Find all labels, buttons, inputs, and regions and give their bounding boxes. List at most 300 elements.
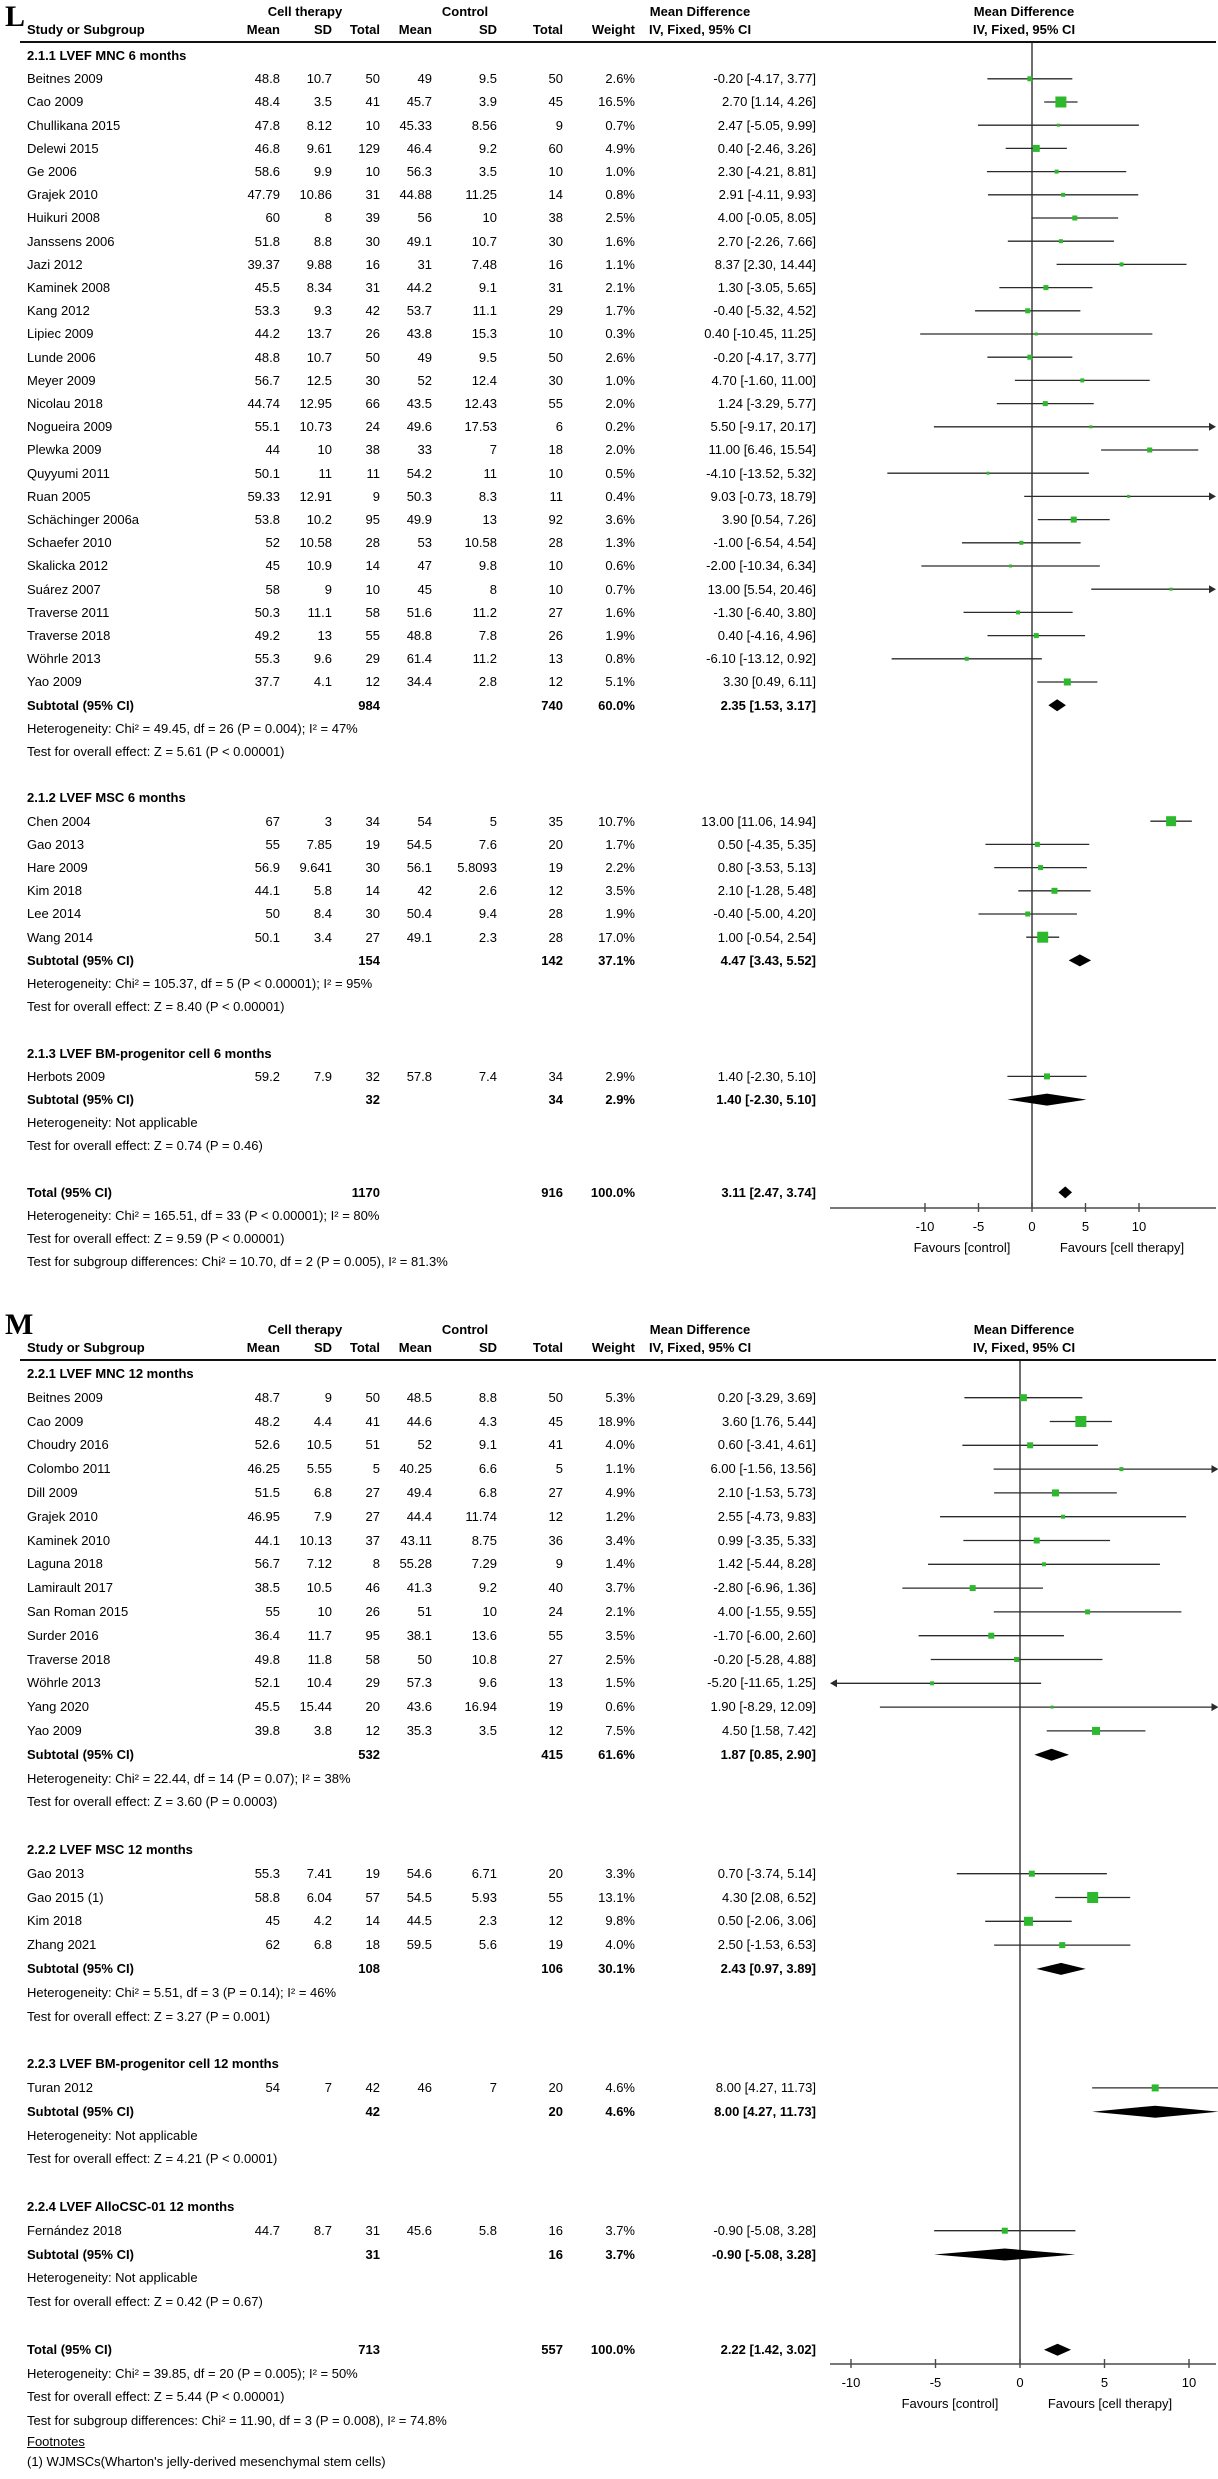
total-cell-therapy: 19	[365, 836, 380, 852]
total-control: 13	[548, 1675, 563, 1691]
mean-control: 54.2	[406, 465, 432, 481]
column-header-study: Study or Subgroup	[27, 1340, 145, 1355]
mean-cell-therapy: 55.3	[254, 1865, 280, 1881]
total-control: 38	[548, 210, 563, 226]
weight-value: 3.3%	[605, 1865, 635, 1881]
study-row	[0, 1671, 1218, 1695]
study-row	[0, 485, 1218, 508]
total-cell-therapy: 12	[365, 674, 380, 690]
mean-cell-therapy: 44.1	[254, 1532, 280, 1548]
stats-text: Heterogeneity: Chi² = 165.51, df = 33 (P < 0.00001); I² = 80%	[27, 1208, 380, 1223]
total-control: 557	[541, 2341, 563, 2357]
total-cell-therapy: 10	[365, 164, 380, 179]
md-ci-value: 4.30 [2.08, 6.52]	[722, 1889, 816, 1905]
sd-control: 11.25	[465, 187, 497, 203]
total-cell-therapy: 154	[358, 952, 380, 968]
stats-text-row	[0, 2124, 1218, 2148]
study-name: Nogueira 2009	[27, 419, 113, 435]
sd-cell-therapy: 10	[317, 442, 332, 458]
panel-M	[0, 1290, 1218, 2479]
study-row	[0, 833, 1218, 856]
study-name: Gao 2013	[27, 1865, 85, 1881]
md-ci-value: 0.80 [-3.53, 5.13]	[717, 860, 816, 875]
total-cell-therapy: 32	[365, 1068, 380, 1084]
md-ci-value: -1.30 [-6.40, 3.80]	[713, 604, 816, 620]
study-row	[0, 276, 1218, 299]
study-row	[0, 902, 1218, 925]
tick-label: 5	[1081, 1219, 1090, 1234]
weight-value: 0.5%	[605, 465, 635, 481]
mean-cell-therapy: 46.95	[247, 1508, 280, 1524]
total-cell-therapy: 29	[365, 651, 380, 667]
total-control: 16	[548, 2246, 563, 2262]
tick-label: 5	[1100, 2375, 1109, 2390]
weight-value: 2.5%	[605, 210, 635, 226]
mean-cell-therapy: 55.1	[254, 419, 280, 435]
tick-label: -10	[915, 1219, 935, 1234]
total-cell-therapy: 66	[365, 396, 380, 411]
mean-control: 43.5	[406, 396, 432, 411]
md-ci-value: -4.10 [-13.52, 5.32]	[706, 465, 816, 481]
weight-value: 2.6%	[605, 71, 635, 87]
mean-control: 45.7	[406, 94, 432, 110]
study-name: Jazi 2012	[27, 256, 83, 272]
mean-cell-therapy: 38.5	[254, 1580, 280, 1596]
total-control: 12	[548, 883, 563, 899]
study-row	[0, 462, 1218, 485]
sd-control: 2.3	[478, 929, 497, 945]
study-row	[0, 508, 1218, 531]
total-control: 50	[548, 71, 563, 87]
weight-value: 2.5%	[605, 1651, 635, 1667]
study-row	[0, 114, 1218, 137]
weight-value: 1.9%	[605, 628, 635, 643]
weight-value: 2.9%	[605, 1092, 635, 1107]
study-name: Total (95% CI)	[27, 2341, 112, 2357]
stats-text: Test for overall effect: Z = 0.42 (P = 0.67)	[27, 2294, 263, 2310]
mean-control: 49	[417, 71, 432, 87]
md-ci-value: 2.35 [1.53, 3.17]	[720, 697, 816, 713]
study-name: Colombo 2011	[27, 1461, 111, 1477]
favours-cell-therapy-label: Favours [cell therapy]	[1047, 2396, 1173, 2411]
sd-cell-therapy: 9.88	[306, 256, 332, 272]
sd-cell-therapy: 8.8	[313, 233, 332, 249]
study-row	[0, 670, 1218, 693]
sd-cell-therapy: 4.4	[313, 1413, 332, 1429]
weight-value: 18.9%	[598, 1413, 635, 1429]
study-name: Subtotal (95% CI)	[27, 2246, 134, 2262]
weight-value: 0.7%	[605, 117, 635, 133]
sd-control: 5.8093	[457, 860, 497, 875]
total-cell-therapy: 27	[365, 1508, 380, 1524]
total-cell-therapy: 31	[365, 2246, 380, 2262]
md-ci-value: -2.00 [-10.34, 6.34]	[706, 558, 816, 574]
md-ci-value: 2.22 [1.42, 3.02]	[720, 2341, 816, 2357]
total-control: 41	[548, 1437, 563, 1453]
total-cell-therapy: 41	[365, 94, 380, 110]
total-cell-therapy: 31	[365, 187, 380, 203]
total-cell-therapy: 32	[365, 1092, 380, 1107]
total-cell-therapy: 29	[365, 1675, 380, 1691]
weight-value: 4.6%	[605, 2080, 635, 2095]
study-name: Ge 2006	[27, 164, 77, 179]
total-control: 10	[548, 581, 563, 597]
md-text-column-title: Mean Difference	[649, 1322, 751, 1337]
sd-cell-therapy: 5.55	[306, 1461, 332, 1477]
column-header-sd2: SD	[478, 22, 497, 37]
total-control: 142	[541, 952, 563, 968]
total-cell-therapy: 984	[358, 697, 380, 713]
pooled-row	[0, 949, 1218, 972]
mean-control: 48.5	[406, 1389, 432, 1405]
stats-text: Test for overall effect: Z = 8.40 (P < 0.00001)	[27, 999, 285, 1015]
sd-cell-therapy: 10.7	[306, 71, 332, 87]
weight-value: 5.1%	[605, 674, 635, 690]
sd-control: 11.2	[472, 604, 497, 620]
sd-cell-therapy: 9.9	[313, 164, 332, 179]
stats-text: Test for overall effect: Z = 0.74 (P = 0.46)	[27, 1138, 263, 1154]
sd-cell-therapy: 6.8	[313, 1937, 332, 1953]
weight-value: 0.2%	[605, 419, 635, 435]
stats-text: Heterogeneity: Not applicable	[27, 2127, 198, 2143]
mean-cell-therapy: 45	[265, 1913, 280, 1929]
column-header-md-ci: IV, Fixed, 95% CI	[648, 22, 752, 37]
total-control: 12	[548, 1723, 563, 1738]
study-name: Turan 2012	[27, 2080, 94, 2095]
weight-value: 2.9%	[605, 1068, 635, 1084]
pooled-row	[0, 1743, 1218, 1767]
weight-value: 0.4%	[605, 488, 635, 504]
weight-value: 2.6%	[605, 349, 635, 365]
stats-text-row	[0, 1111, 1218, 1134]
sd-cell-therapy: 3.5	[313, 94, 332, 110]
study-name: Skalicka 2012	[27, 558, 108, 574]
sd-cell-therapy: 12.95	[299, 396, 332, 411]
mean-cell-therapy: 44.74	[247, 396, 280, 411]
study-name: Traverse 2011	[27, 604, 110, 620]
sd-cell-therapy: 9.61	[306, 140, 332, 156]
mean-control: 44.4	[406, 1508, 432, 1524]
mean-cell-therapy: 50	[265, 906, 280, 922]
sd-control: 7	[489, 2080, 497, 2095]
total-control: 60	[548, 140, 563, 156]
md-ci-value: 9.03 [-0.73, 18.79]	[710, 488, 816, 504]
mean-control: 43.8	[406, 326, 432, 342]
study-row	[0, 1695, 1218, 1719]
total-cell-therapy: 713	[358, 2341, 380, 2357]
group-header-control: Control	[441, 4, 489, 19]
study-name: San Roman 2015	[27, 1604, 129, 1619]
study-name: Traverse 2018	[27, 628, 111, 643]
study-name: Subtotal (95% CI)	[27, 1961, 134, 1976]
study-name: Herbots 2009	[27, 1068, 106, 1084]
stats-text: Test for overall effect: Z = 3.60 (P = 0.0003)	[27, 1794, 278, 1810]
total-control: 27	[548, 1651, 563, 1667]
sd-cell-therapy: 6.8	[313, 1485, 332, 1500]
total-cell-therapy: 26	[365, 326, 380, 342]
md-ci-value: 2.30 [-4.21, 8.81]	[717, 164, 816, 179]
md-ci-value: 2.91 [-4.11, 9.93]	[718, 187, 816, 203]
subgroup-title: 2.2.4 LVEF AlloCSC-01 12 months	[27, 2199, 235, 2214]
sd-cell-therapy: 8	[324, 210, 332, 226]
mean-control: 31	[417, 256, 432, 272]
total-cell-therapy: 27	[365, 1485, 380, 1500]
mean-cell-therapy: 47.8	[254, 117, 280, 133]
total-control: 28	[548, 929, 563, 945]
study-name: Gao 2013	[27, 836, 85, 852]
stats-text-row	[0, 1204, 1218, 1227]
mean-cell-therapy: 55	[265, 1604, 280, 1619]
total-control: 50	[548, 1389, 563, 1405]
md-ci-value: -0.20 [-5.28, 4.88]	[713, 1651, 816, 1667]
sd-control: 9.5	[478, 349, 497, 365]
total-control: 28	[548, 906, 563, 922]
total-cell-therapy: 30	[365, 860, 380, 875]
total-cell-therapy: 12	[365, 1723, 380, 1738]
study-row	[0, 1886, 1218, 1910]
md-ci-value: 8.00 [4.27, 11.73]	[715, 2080, 816, 2095]
group-header-control: Control	[441, 1322, 489, 1337]
subgroup-header-row	[0, 2195, 1218, 2219]
sd-control: 10	[482, 1604, 497, 1619]
study-row	[0, 392, 1218, 415]
total-cell-therapy: 50	[365, 1389, 380, 1405]
total-cell-therapy: 14	[365, 1913, 380, 1929]
total-cell-therapy: 51	[365, 1437, 380, 1453]
mean-control: 41.3	[406, 1580, 432, 1596]
study-row	[0, 1065, 1218, 1088]
mean-control: 56.1	[406, 860, 432, 875]
total-cell-therapy: 8	[372, 1556, 380, 1572]
pooled-row	[0, 2243, 1218, 2267]
study-name: Chullikana 2015	[27, 117, 121, 133]
total-control: 16	[548, 2222, 563, 2238]
study-row	[0, 183, 1218, 206]
study-name: Wöhrle 2013	[27, 1675, 101, 1691]
sd-control: 7.6	[478, 836, 497, 852]
weight-value: 3.5%	[605, 1627, 635, 1643]
study-name: Fernández 2018	[27, 2222, 122, 2238]
total-control: 31	[548, 280, 563, 295]
total-control: 19	[548, 1937, 563, 1953]
md-ci-value: 4.47 [3.43, 5.52]	[720, 952, 816, 968]
total-cell-therapy: 95	[365, 512, 380, 527]
total-control: 30	[548, 233, 563, 249]
weight-value: 3.7%	[605, 2246, 635, 2262]
mean-control: 49.4	[406, 1485, 432, 1500]
md-ci-value: 1.40 [-2.30, 5.10]	[717, 1068, 816, 1084]
mean-control: 49.9	[406, 512, 432, 527]
mean-cell-therapy: 51.8	[254, 233, 280, 249]
total-control: 6	[555, 419, 563, 435]
sd-cell-therapy: 8.7	[313, 2222, 332, 2238]
favours-control-label: Favours [control]	[901, 2396, 999, 2411]
column-header-sd1: SD	[313, 22, 332, 37]
mean-cell-therapy: 44.7	[254, 2222, 280, 2238]
mean-cell-therapy: 50.1	[254, 929, 280, 945]
mean-cell-therapy: 50.3	[254, 604, 280, 620]
sd-cell-therapy: 13.7	[306, 326, 332, 342]
mean-control: 46.4	[406, 140, 432, 156]
column-header-mean1: Mean	[246, 22, 280, 37]
total-cell-therapy: 14	[365, 883, 380, 899]
mean-cell-therapy: 48.2	[254, 1413, 280, 1429]
md-ci-value: 1.30 [-3.05, 5.65]	[717, 280, 816, 295]
mean-control: 54.6	[406, 1865, 432, 1881]
study-row	[0, 67, 1218, 90]
mean-control: 45.6	[406, 2222, 432, 2238]
total-cell-therapy: 26	[365, 1604, 380, 1619]
study-name: Yang 2020	[27, 1699, 89, 1715]
weight-value: 3.7%	[605, 1580, 635, 1596]
study-name: Huikuri 2008	[27, 210, 100, 226]
mean-control: 57.8	[406, 1068, 432, 1084]
mean-control: 43.11	[400, 1532, 432, 1548]
tick-label: 10	[1181, 2375, 1197, 2390]
sd-control: 7.48	[471, 256, 497, 272]
weight-value: 1.0%	[605, 164, 635, 179]
stats-text: Heterogeneity: Chi² = 105.37, df = 5 (P < 0.00001); I² = 95%	[27, 976, 373, 991]
mean-cell-therapy: 39.8	[254, 1723, 280, 1738]
mean-control: 44.2	[406, 280, 432, 295]
weight-value: 4.9%	[605, 1485, 635, 1500]
stats-text: Test for overall effect: Z = 9.59 (P < 0.00001)	[27, 1231, 285, 1247]
md-ci-value: 2.43 [0.97, 3.89]	[720, 1961, 816, 1976]
weight-value: 0.8%	[605, 651, 635, 667]
mean-control: 38.1	[406, 1627, 432, 1643]
total-cell-therapy: 532	[358, 1746, 380, 1762]
md-ci-value: 3.90 [0.54, 7.26]	[722, 512, 816, 527]
stats-text: Test for subgroup differences: Chi² = 11.90, df = 3 (P = 0.008), I² = 74.8%	[27, 2413, 447, 2429]
sd-cell-therapy: 4.2	[313, 1913, 332, 1929]
md-ci-value: 6.00 [-1.56, 13.56]	[710, 1461, 816, 1477]
study-row	[0, 206, 1218, 229]
sd-cell-therapy: 8.34	[306, 280, 332, 295]
weight-value: 7.5%	[605, 1723, 635, 1738]
study-name: Subtotal (95% CI)	[27, 1746, 134, 1762]
total-control: 24	[548, 1604, 563, 1619]
plot-header-md-ci: IV, Fixed, 95% CI	[972, 22, 1076, 37]
sd-cell-therapy: 10.73	[299, 419, 332, 435]
subgroup-title: 2.2.1 LVEF MNC 12 months	[27, 1366, 194, 1381]
sd-cell-therapy: 5.8	[313, 883, 332, 899]
column-header-md-ci: IV, Fixed, 95% CI	[648, 1340, 752, 1355]
mean-control: 46	[417, 2080, 432, 2095]
tick-label: -10	[841, 2375, 861, 2390]
total-cell-therapy: 20	[365, 1699, 380, 1715]
weight-value: 1.9%	[605, 906, 635, 922]
study-name: Plewka 2009	[27, 442, 102, 458]
sd-control: 10	[482, 210, 497, 226]
group-header-cell-therapy: Cell therapy	[267, 1322, 343, 1337]
md-ci-value: 0.40 [-2.46, 3.26]	[717, 140, 816, 156]
stats-text: Heterogeneity: Chi² = 49.45, df = 26 (P = 0.004); I² = 47%	[27, 720, 358, 736]
md-ci-value: 2.10 [-1.28, 5.48]	[717, 883, 816, 899]
mean-control: 49.1	[406, 929, 432, 945]
sd-control: 9.8	[478, 558, 497, 574]
study-row	[0, 1433, 1218, 1457]
mean-cell-therapy: 46.25	[247, 1461, 280, 1477]
weight-value: 4.6%	[605, 2103, 635, 2119]
sd-control: 15.3	[471, 326, 497, 342]
md-ci-value: -0.40 [-5.32, 4.52]	[713, 303, 816, 319]
sd-control: 6.8	[478, 1485, 497, 1500]
total-control: 35	[548, 813, 563, 829]
sd-control: 17.53	[464, 419, 497, 435]
weight-value: 1.5%	[605, 1675, 635, 1691]
pooled-row	[0, 2100, 1218, 2124]
total-control: 5	[555, 1461, 563, 1477]
mean-cell-therapy: 55.3	[254, 651, 280, 667]
total-control: 13	[548, 651, 563, 667]
total-control: 916	[541, 1184, 563, 1200]
md-ci-value: -5.20 [-11.65, 1.25]	[707, 1675, 816, 1691]
total-control: 30	[548, 372, 563, 388]
sd-cell-therapy: 8.12	[306, 117, 332, 133]
total-control: 16	[548, 256, 563, 272]
mean-cell-therapy: 54	[265, 2080, 280, 2095]
sd-control: 3.5	[478, 1723, 497, 1738]
group-header-cell-therapy: Cell therapy	[267, 4, 343, 19]
weight-value: 0.8%	[605, 187, 635, 203]
md-ci-value: -0.20 [-4.17, 3.77]	[713, 71, 816, 87]
sd-cell-therapy: 9.641	[299, 860, 332, 875]
sd-control: 9.1	[478, 280, 497, 295]
mean-control: 49.6	[406, 419, 432, 435]
sd-cell-therapy: 9.3	[313, 303, 332, 319]
mean-control: 53	[417, 535, 432, 551]
md-ci-value: 2.10 [-1.53, 5.73]	[717, 1485, 816, 1500]
mean-cell-therapy: 62	[265, 1937, 280, 1953]
study-row	[0, 624, 1218, 647]
weight-value: 2.2%	[605, 860, 635, 875]
total-control: 20	[548, 1865, 563, 1881]
footnote-item: (1) WJMSCs(Wharton's jelly-derived mesenchymal stem cells)	[27, 2454, 386, 2469]
mean-cell-therapy: 53.3	[254, 303, 280, 319]
sd-control: 9.2	[478, 1580, 497, 1596]
study-row	[0, 1648, 1218, 1672]
md-ci-value: -0.90 [-5.08, 3.28]	[711, 2246, 816, 2262]
sd-control: 11.1	[472, 303, 497, 319]
mean-cell-therapy: 44.2	[254, 326, 280, 342]
study-row	[0, 856, 1218, 879]
md-ci-value: 0.50 [-2.06, 3.06]	[717, 1913, 816, 1929]
pooled-row	[0, 1181, 1218, 1204]
md-ci-value: 2.50 [-1.53, 6.53]	[717, 1937, 816, 1953]
stats-text-row	[0, 2005, 1218, 2029]
mean-control: 56	[417, 210, 432, 226]
stats-text: Heterogeneity: Chi² = 39.85, df = 20 (P = 0.005); I² = 50%	[27, 2365, 358, 2381]
sd-control: 8	[489, 581, 497, 597]
mean-cell-therapy: 48.7	[254, 1389, 280, 1405]
total-control: 45	[548, 94, 563, 110]
total-cell-therapy: 39	[365, 210, 380, 226]
study-name: Hare 2009	[27, 860, 88, 875]
weight-value: 3.5%	[605, 883, 635, 899]
md-ci-value: 0.99 [-3.35, 5.33]	[717, 1532, 816, 1548]
study-row	[0, 879, 1218, 902]
study-row	[0, 322, 1218, 345]
total-control: 92	[548, 512, 563, 527]
mean-cell-therapy: 46.8	[254, 140, 280, 156]
sd-control: 7.8	[478, 628, 497, 643]
total-control: 34	[548, 1068, 563, 1084]
weight-value: 3.7%	[605, 2222, 635, 2238]
sd-control: 16.94	[464, 1699, 497, 1715]
md-ci-value: 13.00 [5.54, 20.46]	[707, 581, 816, 597]
subgroup-title: 2.1.2 LVEF MSC 6 months	[27, 790, 186, 806]
weight-value: 0.6%	[605, 1699, 635, 1715]
